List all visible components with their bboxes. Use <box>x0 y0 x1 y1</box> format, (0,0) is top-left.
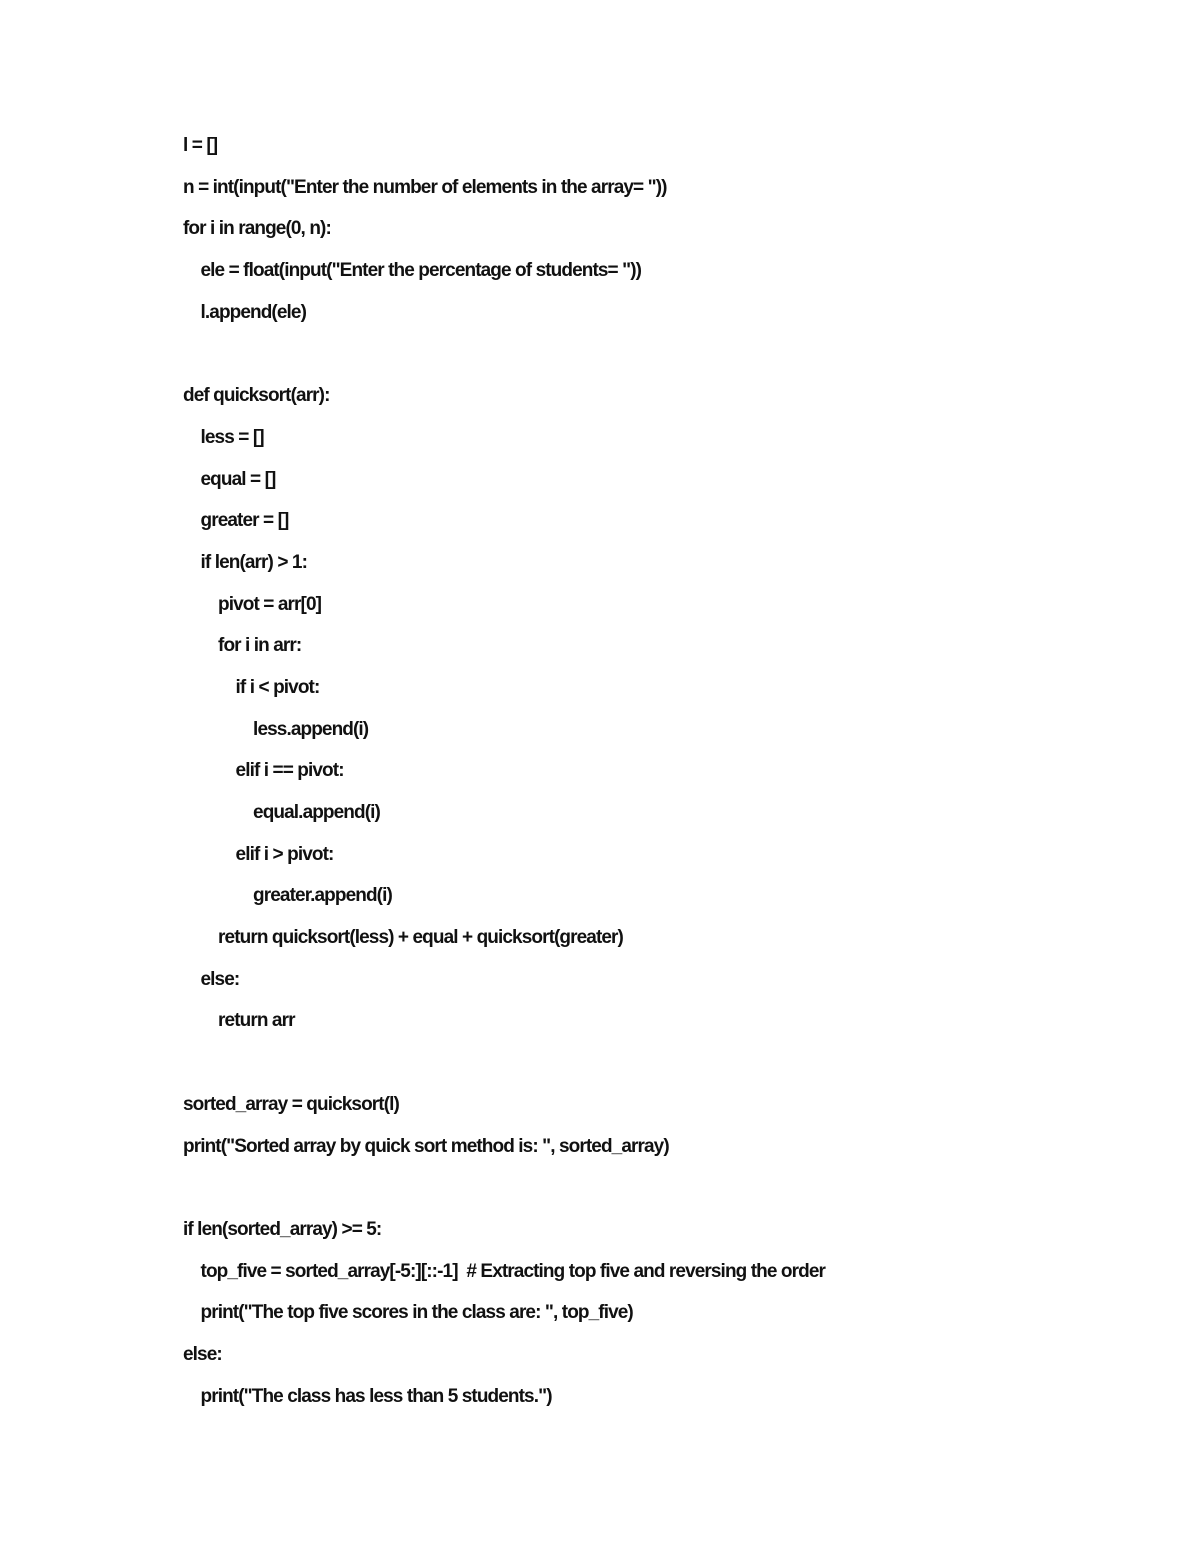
code-line: def quicksort(arr): <box>183 385 330 407</box>
code-line: return arr <box>183 1010 295 1032</box>
code-block <box>183 125 825 1417</box>
code-line: top_five = sorted_array[-5:][::-1] # Extracting top five and reversing the order <box>183 1260 825 1282</box>
code-line: for i in arr: <box>183 635 302 657</box>
code-line: if len(arr) > 1: <box>183 551 308 573</box>
blank-line <box>183 333 825 375</box>
code-line: equal = [] <box>183 468 276 490</box>
code-line: pivot = arr[0] <box>183 593 322 615</box>
code-line: return quicksort(less) + equal + quicksort(greater) <box>183 927 623 949</box>
code-line: l.append(ele) <box>183 301 306 323</box>
code-line: l = [] <box>183 135 218 156</box>
code-line: for i in range(0, n): <box>183 218 331 240</box>
code-line: else: <box>183 968 240 990</box>
code-line: greater.append(i) <box>183 885 392 907</box>
code-line: print("The class has less than 5 students.") <box>183 1385 552 1407</box>
code-line: n = int(input("Enter the number of elements in the array= ")) <box>183 176 667 198</box>
code-line: sorted_array = quicksort(l) <box>183 1093 399 1115</box>
code-line: greater = [] <box>183 510 289 532</box>
code-line: if i < pivot: <box>183 676 320 698</box>
code-line: equal.append(i) <box>183 802 380 823</box>
code-line: less = [] <box>183 426 264 448</box>
code-line: else: <box>183 1343 222 1365</box>
code-line: print("The top five scores in the class are: ", top_five) <box>183 1302 633 1324</box>
code-line: elif i == pivot: <box>183 760 344 782</box>
code-line: if len(sorted_array) >= 5: <box>183 1218 382 1240</box>
code-line: elif i > pivot: <box>183 843 334 865</box>
code-line: ele = float(input("Enter the percentage of students= ")) <box>183 260 642 282</box>
blank-line <box>183 1167 825 1209</box>
blank-line <box>183 1042 825 1084</box>
code-line: less.append(i) <box>183 718 369 740</box>
code-line: print("Sorted array by quick sort method is: ", sorted_array) <box>183 1135 669 1157</box>
